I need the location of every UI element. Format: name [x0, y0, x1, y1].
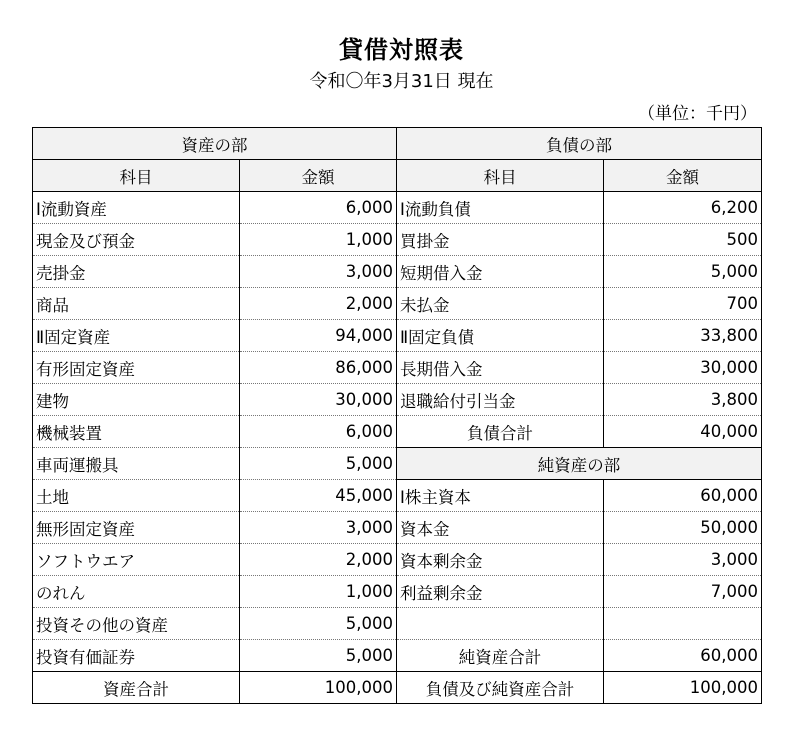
asset-label: 商品: [33, 288, 240, 320]
asset-value: 6,000: [240, 416, 397, 448]
asset-label: Ⅱ固定資産: [33, 320, 240, 352]
liabilities-section-header: 負債の部: [397, 128, 762, 160]
liability-label: 未払金: [397, 288, 604, 320]
liability-label: 短期借入金: [397, 256, 604, 288]
asset-value: 5,000: [240, 448, 397, 480]
asset-label: 土地: [33, 480, 240, 512]
table-row: [33, 512, 762, 544]
net-asset-value: 60,000: [604, 480, 762, 512]
net-asset-value: [604, 608, 762, 640]
liabilities-total-value: 40,000: [604, 416, 762, 448]
liability-label: 長期借入金: [397, 352, 604, 384]
table-row: [33, 352, 762, 384]
asset-label: 機械装置: [33, 416, 240, 448]
liability-value: 3,800: [604, 384, 762, 416]
table-row: [33, 640, 762, 672]
col-header-subject: 科目: [397, 160, 604, 192]
table-row: [33, 224, 762, 256]
asset-value: 1,000: [240, 224, 397, 256]
asset-label: ソフトウエア: [33, 544, 240, 576]
table-row: [33, 256, 762, 288]
unit-label: （単位：千円）: [638, 104, 757, 124]
asset-label: 投資その他の資産: [33, 608, 240, 640]
table-row: [33, 544, 762, 576]
liability-label: Ⅰ流動負債: [397, 192, 604, 224]
column-header-row: [33, 160, 762, 192]
liability-value: 33,800: [604, 320, 762, 352]
col-header-amount: 金額: [604, 160, 762, 192]
liability-label: 買掛金: [397, 224, 604, 256]
liability-value: 30,000: [604, 352, 762, 384]
assets-total-label: 資産合計: [33, 672, 240, 704]
liability-value: 5,000: [604, 256, 762, 288]
asset-value: 5,000: [240, 608, 397, 640]
asset-label: 車両運搬具: [33, 448, 240, 480]
liability-value: 6,200: [604, 192, 762, 224]
asset-value: 1,000: [240, 576, 397, 608]
asset-value: 86,000: [240, 352, 397, 384]
net-assets-section-header: 純資産の部: [397, 448, 762, 480]
liab-net-total-value: 100,000: [604, 672, 762, 704]
asset-label: Ⅰ流動資産: [33, 192, 240, 224]
liab-net-total-label: 負債及び純資産合計: [397, 672, 604, 704]
liability-label: 退職給付引当金: [397, 384, 604, 416]
liability-value: 500: [604, 224, 762, 256]
net-asset-value: 3,000: [604, 544, 762, 576]
assets-section-header: 資産の部: [33, 128, 397, 160]
net-asset-label: 資本剰余金: [397, 544, 604, 576]
liability-value: 700: [604, 288, 762, 320]
section-header-row: [33, 128, 762, 160]
col-header-amount: 金額: [240, 160, 397, 192]
net-assets-total-label: 純資産合計: [397, 640, 604, 672]
balance-sheet-table: [32, 127, 762, 704]
grand-total-row: [33, 672, 762, 704]
liability-label: Ⅱ固定負債: [397, 320, 604, 352]
table-row: [33, 448, 762, 480]
asset-value: 94,000: [240, 320, 397, 352]
asset-value: 45,000: [240, 480, 397, 512]
liabilities-total-label: 負債合計: [397, 416, 604, 448]
col-header-subject: 科目: [33, 160, 240, 192]
asset-value: 2,000: [240, 288, 397, 320]
asset-value: 5,000: [240, 640, 397, 672]
asset-value: 3,000: [240, 512, 397, 544]
asset-label: 建物: [33, 384, 240, 416]
table-row: [33, 576, 762, 608]
table-row: [33, 416, 762, 448]
asset-value: 2,000: [240, 544, 397, 576]
net-asset-label: [397, 608, 604, 640]
asset-value: 3,000: [240, 256, 397, 288]
table-row: [33, 608, 762, 640]
asset-label: 売掛金: [33, 256, 240, 288]
asset-value: 30,000: [240, 384, 397, 416]
document-date: 令和〇年3月31日 現在: [309, 71, 494, 92]
asset-label: 有形固定資産: [33, 352, 240, 384]
net-asset-value: 50,000: [604, 512, 762, 544]
net-assets-total-value: 60,000: [604, 640, 762, 672]
asset-label: 投資有価証券: [33, 640, 240, 672]
net-asset-label: Ⅰ株主資本: [397, 480, 604, 512]
net-asset-value: 7,000: [604, 576, 762, 608]
net-asset-label: 資本金: [397, 512, 604, 544]
table-row: [33, 480, 762, 512]
document-title: 貸借対照表: [339, 36, 464, 64]
asset-label: のれん: [33, 576, 240, 608]
assets-total-value: 100,000: [240, 672, 397, 704]
table-row: [33, 320, 762, 352]
table-row: [33, 288, 762, 320]
asset-label: 現金及び預金: [33, 224, 240, 256]
net-asset-label: 利益剰余金: [397, 576, 604, 608]
asset-label: 無形固定資産: [33, 512, 240, 544]
table-row: [33, 192, 762, 224]
table-row: [33, 384, 762, 416]
asset-value: 6,000: [240, 192, 397, 224]
